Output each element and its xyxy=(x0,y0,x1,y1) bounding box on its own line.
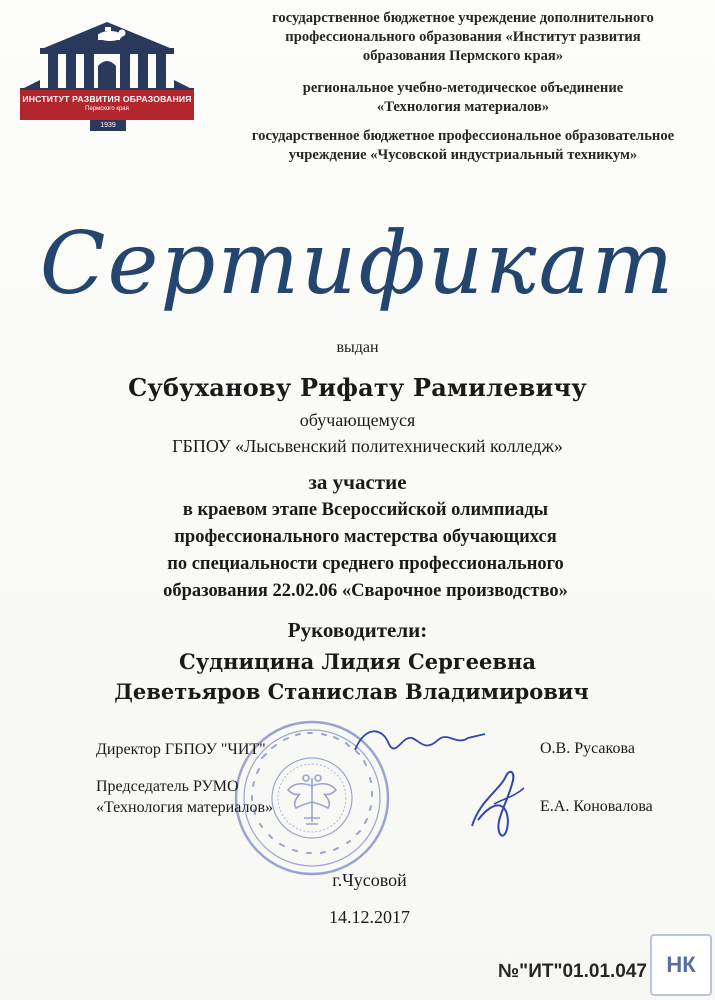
header-org-1-line: образования Пермского края» xyxy=(362,48,564,64)
header-org-2 xyxy=(218,79,708,117)
certificate-title: Сертификат xyxy=(39,214,676,314)
eagle-emblem-icon xyxy=(288,775,336,824)
header-org-2-line: региональное учебно-методическое объединение xyxy=(302,80,624,96)
participation-label: за участие xyxy=(308,470,407,494)
header-org-3 xyxy=(218,127,708,165)
director-role: Директор ГБПОУ "ЧИТ" xyxy=(96,741,266,758)
header-org-3-line: учреждение «Чусовской индустриальный техникум» xyxy=(288,147,638,163)
supervisor-name: Деветьяров Станислав Владимирович xyxy=(114,679,589,704)
header-org-1-line: профессионального образования «Институт развития xyxy=(285,29,641,45)
chair-name: Е.А. Коновалова xyxy=(540,798,653,815)
header-org-1-line: государственное бюджетное учреждение дополнительного xyxy=(272,10,654,26)
college-corner-logo-icon: НК xyxy=(650,934,712,996)
description-line: профессионального мастерства обучающихся xyxy=(174,527,557,547)
supervisor-name: Судницина Лидия Сергеевна xyxy=(179,649,536,674)
logo-band-text: ИНСТИТУТ РАЗВИТИЯ ОБРАЗОВАНИЯ xyxy=(22,94,192,104)
chair-role-organization: «Технология материалов» xyxy=(96,799,274,816)
description-line: по специальности среднего профессионального xyxy=(167,554,564,574)
city-label: г.Чусовой xyxy=(332,870,407,890)
registration-number: №"ИТ"01.01.047 xyxy=(498,961,647,982)
header-org-3-line: государственное бюджетное профессиональное образовательное xyxy=(251,128,675,144)
supervisors-title: Руководители: xyxy=(287,618,428,642)
header-org-1 xyxy=(218,9,708,66)
issue-date: 14.12.2017 xyxy=(329,907,410,927)
director-name: О.В. Русакова xyxy=(540,740,635,757)
institute-logo xyxy=(14,8,200,132)
recipient-name: Субуханову Рифату Рамилевичу xyxy=(128,373,587,402)
issued-label: выдан xyxy=(336,339,379,356)
header-org-2-line: «Технология материалов» xyxy=(376,99,550,115)
logo-band xyxy=(20,90,194,120)
description-line: образования 22.02.06 «Сварочное производство» xyxy=(163,581,568,601)
chair-role: Председатель РУМО xyxy=(96,778,239,795)
logo-region-text: Пермского края xyxy=(85,106,129,112)
student-label: обучающемуся xyxy=(299,410,416,430)
description-line: в краевом этапе Всероссийской олимпиады xyxy=(182,500,549,520)
college-name: ГБПОУ «Лысьвенский политехнический колледж» xyxy=(172,436,563,456)
logo-year: 1939 xyxy=(90,120,126,131)
chair-signature xyxy=(472,772,513,836)
